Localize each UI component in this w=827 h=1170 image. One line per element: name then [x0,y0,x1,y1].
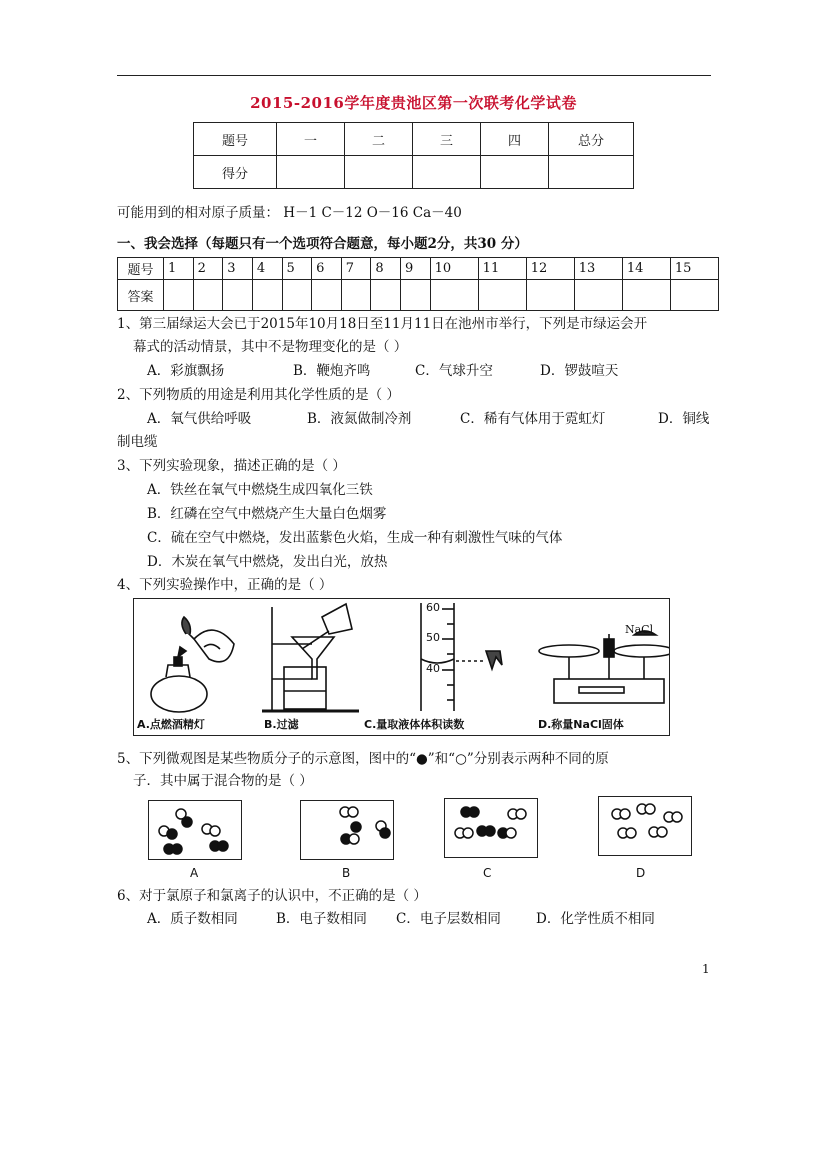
molecule-label-c: C [483,866,492,880]
answer-cell[interactable] [252,280,282,311]
answer-cell[interactable] [341,280,371,311]
molecule-box-d [598,796,692,856]
answer-cell[interactable] [401,280,431,311]
molecule-box-a [148,800,242,860]
answer-cell[interactable] [371,280,401,311]
option-b: B．电子数相同 [276,911,367,927]
cylinder-tick-50: 50 [426,631,440,644]
answer-row-label: 答案 [118,280,164,311]
score-header-cell: 三 [413,123,481,156]
option-c: C．稀有气体用于霓虹灯 [460,411,606,427]
answer-number-cell: 6 [312,258,342,280]
answer-cell[interactable] [223,280,253,311]
option-c: C．气球升空 [415,363,493,379]
answer-number-cell: 4 [252,258,282,280]
molecule-diagram-b [301,801,393,859]
caption-b: B.过滤 [264,718,299,731]
score-header-cell: 题号 [194,123,277,156]
score-cell[interactable] [481,156,549,189]
molecule-label-b: B [342,866,351,880]
molecule-label-d: D [636,866,646,880]
option-a: A．铁丝在氧气中燃烧生成四氧化三铁 [147,482,373,498]
question-1-line1: 1、第三届绿运大会已于2015年10月18日至11月11日在池州市举行，下列是市绿运会开 [117,316,648,332]
option-d-wrap: 制电缆 [117,434,158,450]
answer-number-cell: 9 [401,258,431,280]
answer-cell[interactable] [478,280,526,311]
answer-number-cell: 12 [526,258,574,280]
answer-number-cell: 7 [341,258,371,280]
cylinder-tick-40: 40 [426,662,440,675]
molecule-label-a: A [190,866,199,880]
score-cell[interactable] [345,156,413,189]
measuring-cylinder-illustration [421,603,502,711]
score-table [193,122,634,189]
answer-table [117,257,719,311]
score-header-cell: 二 [345,123,413,156]
question-5-line1: 5、下列微观图是某些物质分子的示意图，图中的“●”和“○”分别表示两种不同的原 [117,751,609,767]
answer-number-cell: 2 [193,258,223,280]
caption-d: D.称量NaCl固体 [538,718,624,731]
page-title: 2015-2016学年度贵池区第一次联考化学试卷 [250,94,577,112]
alcohol-lamp-illustration [151,617,234,712]
option-d: D．锣鼓喧天 [540,363,619,379]
answer-number-cell: 11 [478,258,526,280]
section-heading: 一、我会选择（每题只有一个选项符合题意，每小题2分，共30 分） [117,236,528,252]
caption-c: C.量取液体体积读数 [364,718,465,731]
answer-cell[interactable] [526,280,574,311]
answer-cell[interactable] [282,280,312,311]
molecule-box-b [300,800,394,860]
option-d: D．木炭在氧气中燃烧，发出白光，放热 [147,554,388,570]
answer-cell[interactable] [670,280,718,311]
cylinder-tick-60: 60 [426,601,440,614]
answer-number-cell: 8 [371,258,401,280]
score-cell[interactable] [413,156,481,189]
option-d: D．化学性质不相同 [536,911,655,927]
answer-cell[interactable] [430,280,478,311]
header-rule [117,75,711,76]
score-header-cell: 一 [277,123,345,156]
answer-cell[interactable] [312,280,342,311]
option-c: C．电子层数相同 [396,911,501,927]
molecule-diagram-a [149,801,241,859]
atomic-masses: 可能用到的相对原子质量： H－1 C－12 O－16 Ca－40 [117,205,462,221]
nacl-label: NaCl [625,623,654,636]
answer-number-cell: 14 [622,258,670,280]
score-row-label: 得分 [194,156,277,189]
option-a: A．氧气供给呼吸 [147,411,252,427]
answer-cell[interactable] [193,280,223,311]
answer-cell[interactable] [164,280,194,311]
answer-number-cell: 10 [430,258,478,280]
option-b: B．鞭炮齐鸣 [293,363,371,379]
answer-row-label: 题号 [118,258,164,280]
option-d: D．铜线 [658,411,710,427]
answer-number-cell: 13 [574,258,622,280]
question-1-line2: 幕式的活动情景，其中不是物理变化的是（ ） [133,339,408,355]
experiment-figure [133,598,670,736]
option-c: C．硫在空气中燃烧，发出蓝紫色火焰，生成一种有刺激性气味的气体 [147,530,563,546]
score-header-cell: 总分 [549,123,634,156]
answer-cell[interactable] [574,280,622,311]
answer-number-cell: 15 [670,258,718,280]
score-header-cell: 四 [481,123,549,156]
answer-number-cell: 5 [282,258,312,280]
score-cell[interactable] [549,156,634,189]
question-4-line1: 4、下列实验操作中，正确的是（ ） [117,577,333,593]
page-number: 1 [702,962,710,976]
answer-number-cell: 1 [164,258,194,280]
filtration-illustration [262,604,359,711]
answer-cell[interactable] [622,280,670,311]
option-b: B．红磷在空气中燃烧产生大量白色烟雾 [147,506,387,522]
option-a: A．质子数相同 [147,911,238,927]
option-b: B．液氮做制冷剂 [307,411,412,427]
experiment-drawing [134,599,669,735]
answer-number-cell: 3 [223,258,253,280]
molecule-diagram-d [599,797,691,855]
question-3-line1: 3、下列实验现象，描述正确的是（ ） [117,458,346,474]
question-2-line1: 2、下列物质的用途是利用其化学性质的是（ ） [117,387,400,403]
molecule-diagram-c [445,799,537,857]
balance-illustration [539,631,669,703]
question-5-line2: 子．其中属于混合物的是（ ） [133,773,313,789]
score-cell[interactable] [277,156,345,189]
option-a: A．彩旗飘扬 [147,363,225,379]
question-6-line1: 6、对于氯原子和氯离子的认识中，不正确的是（ ） [117,888,427,904]
molecule-box-c [444,798,538,858]
caption-a: A.点燃酒精灯 [137,718,205,731]
